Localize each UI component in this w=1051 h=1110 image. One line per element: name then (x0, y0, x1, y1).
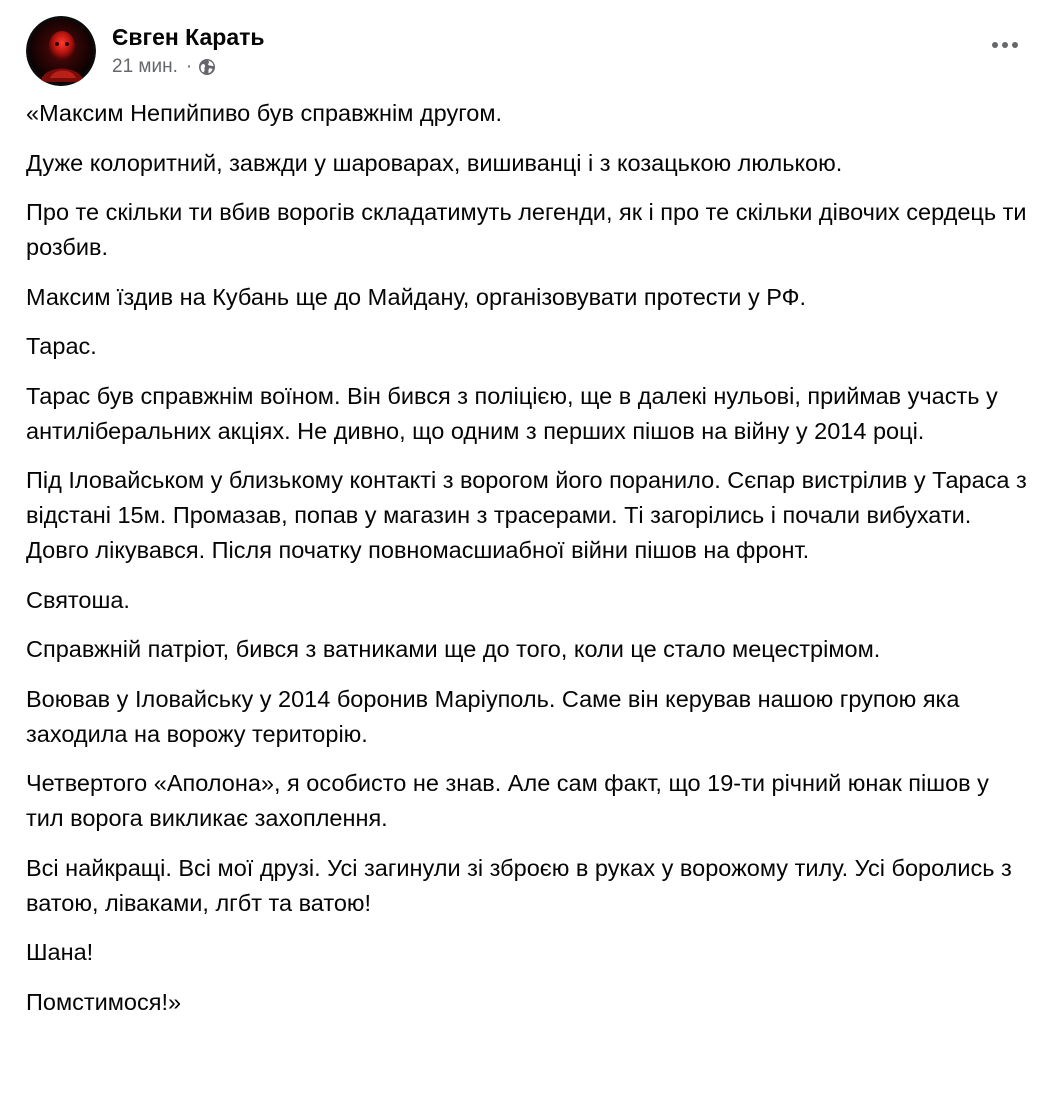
post-meta (112, 22, 265, 80)
post-paragraph: Помстимося!» (26, 988, 182, 1015)
post-text (26, 96, 1031, 1034)
post-timestamp[interactable]: 21 мин. (112, 56, 178, 77)
post-paragraph: Воював у Іловайську у 2014 боронив Маріуполь. Саме він керував нашою групою яка заходила на ворожу територію. (26, 685, 960, 747)
more-horizontal-icon (991, 41, 1019, 49)
post-paragraph: Тарас. (26, 333, 97, 359)
post-paragraph: «Максим Непийпиво був справжнім другом. (26, 100, 503, 126)
post-paragraph: Святоша. (26, 586, 130, 613)
post-paragraph: Шана! (26, 939, 94, 965)
post-paragraph: Під Іловайськом у близькому контакті з ворогом його поранило. Сєпар вистрілив у Тараса з відстані 15м. Промазав, попав у магазин з трасерами. Ті загорілись і почали вибухати. Довго лікувався. Після початку повномасшиабної війни пішов на фронт. (26, 467, 1027, 563)
more-options-button[interactable] (985, 28, 1025, 62)
avatar[interactable] (26, 16, 96, 86)
post-paragraph: Дуже колоритний, завжди у шароварах, вишиванці і з козацькою люлькою. (26, 149, 843, 176)
post-paragraph: Тарас був справжнім воїном. Він бився з поліцією, ще в далекі нульові, приймав участь у антиліберальних акціях. Не дивно, що одним з перших пішов на війну у 2014 році. (26, 382, 998, 444)
post-paragraph: Четвертого «Аполона», я особисто не знав. Але сам факт, що 19-ти річний юнак пішов у тил ворога викликає захоплення. (26, 770, 989, 831)
separator-dot: · (185, 56, 193, 77)
post-paragraph: Максим їздив на Кубань ще до Майдану, організовувати протести у РФ. (26, 283, 807, 310)
post-paragraph: Всі найкращі. Всі мої друзі. Усі загинули зі зброєю в руках у ворожому тилу. Усі боролись з ватою, ліваками, лгбт та ватою! (26, 854, 1012, 916)
author-name[interactable]: Євген Карать (112, 24, 265, 50)
post-paragraph: Справжній патріот, бився з ватниками ще до того, коли це стало мецестрімом. (26, 636, 881, 662)
post-header (26, 16, 265, 86)
post-paragraph: Про те скільки ти вбив ворогів складатимуть легенди, як і про те скільки дівочих сердець ти розбив. (26, 199, 1027, 260)
post-subline (112, 54, 265, 80)
globe-icon[interactable] (198, 58, 216, 76)
